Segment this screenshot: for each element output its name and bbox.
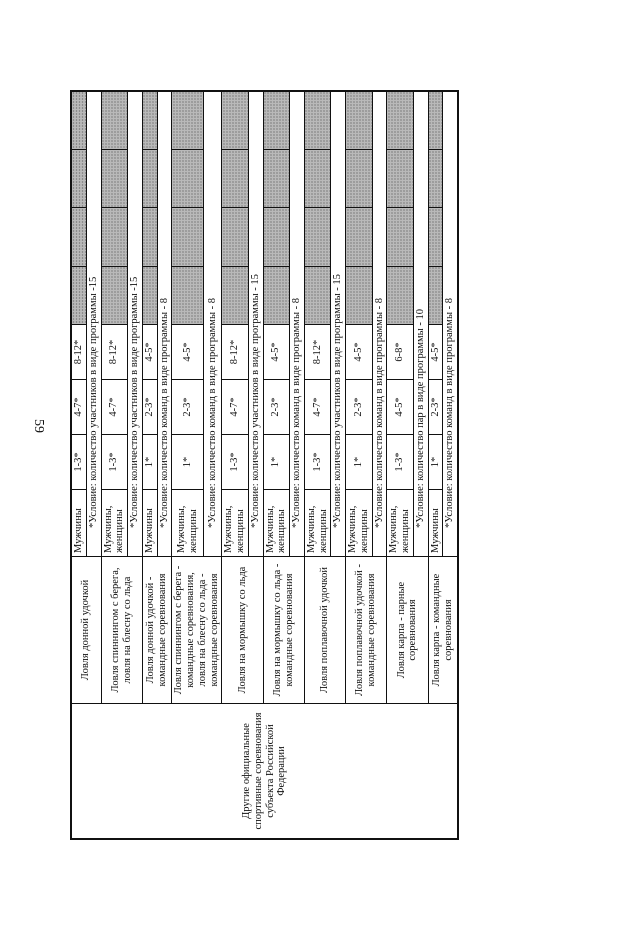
group-cell: Мужчины, женщины [222,490,249,557]
discipline-cell: Ловля поплавочной удочкой [304,557,345,704]
discipline-cell: Ловля карпа - парные соревнования [387,557,428,704]
shaded-cell [387,91,414,149]
condition-cell: *Условие: количество пар в виде программы - 10 [413,91,428,557]
age-cell: 4-7* [222,380,249,435]
group-cell: Мужчины, женщины [101,490,128,557]
shaded-cell [346,91,373,149]
shaded-cell [304,91,331,149]
ranking-table [70,90,459,840]
age-cell: 8-12* [222,325,249,380]
age-cell: 4-5* [142,325,157,380]
discipline-cell: Ловля донной удочкой - командные соревнования [142,557,172,704]
age-cell: 8-12* [101,325,128,380]
condition-cell: *Условие: количество команд в виде программы - 8 [372,91,387,557]
condition-cell: *Условие: количество команд в виде программы - 8 [443,91,458,557]
group-cell: Мужчины, женщины [263,490,290,557]
shaded-cell [304,149,331,207]
age-cell: 8-12* [304,325,331,380]
shaded-cell [263,91,290,149]
shaded-cell [172,149,204,207]
age-cell: 4-5* [387,380,414,435]
age-cell: 4-5* [428,325,443,380]
age-cell: 4-7* [304,380,331,435]
age-cell: 4-5* [263,325,290,380]
discipline-cell: Ловля на мормышку со льда [222,557,263,704]
group-cell: Мужчины, женщины [172,490,204,557]
age-cell: 1-3* [222,435,249,490]
group-cell: Мужчины, женщины [304,490,331,557]
group-cell: Мужчины [142,490,157,557]
shaded-cell [387,266,414,324]
discipline-cell: Ловля спиннингом с берега, ловля на блесну со льда [101,557,142,704]
table-row [71,91,86,839]
condition-cell: *Условие: количество участников в виде программы - 15 [248,91,263,557]
age-cell: 2-3* [428,380,443,435]
age-cell: 1-3* [101,435,128,490]
discipline-cell: Ловля поплавочной удочкой - командные соревнования [346,557,387,704]
shaded-cell [304,208,331,266]
rotated-table-container [70,90,540,840]
shaded-cell [222,149,249,207]
shaded-cell [101,208,128,266]
shaded-cell [263,208,290,266]
shaded-cell [263,149,290,207]
shaded-cell [428,208,443,266]
shaded-cell [172,91,204,149]
age-cell: 2-3* [142,380,157,435]
shaded-cell [428,266,443,324]
group-cell: Мужчины, женщины [387,490,414,557]
shaded-cell [71,208,86,266]
shaded-cell [172,208,204,266]
age-cell: 1-3* [304,435,331,490]
shaded-cell [101,149,128,207]
discipline-cell: Ловля спиннингом с берега - командные соревнования, ловля на блесну со льда - командные соревнования [172,557,222,704]
shaded-cell [222,208,249,266]
age-cell: 4-5* [172,325,204,380]
shaded-cell [222,91,249,149]
shaded-cell [71,91,86,149]
condition-cell: *Условие: количество участников в виде программы -15 [128,91,143,557]
group-cell: Мужчины [428,490,443,557]
category-cell: Другие официальные спортивные соревнования субъекта Российской Федерации [71,704,458,840]
shaded-cell [428,91,443,149]
shaded-cell [428,149,443,207]
shaded-cell [142,149,157,207]
age-cell: 1* [428,435,443,490]
discipline-cell: Ловля донной удочкой [71,557,101,704]
shaded-cell [346,266,373,324]
shaded-cell [142,91,157,149]
age-cell: 8-12* [71,325,86,380]
discipline-cell: Ловля на мормышку со льда - командные соревнования [263,557,304,704]
age-cell: 1* [263,435,290,490]
age-cell: 6-8* [387,325,414,380]
age-cell: 1* [142,435,157,490]
shaded-cell [71,266,86,324]
age-cell: 2-3* [263,380,290,435]
age-cell: 1-3* [387,435,414,490]
condition-cell: *Условие: количество участников в виде программы - 15 [331,91,346,557]
page-number: 59 [31,419,46,433]
shaded-cell [101,266,128,324]
age-cell: 1* [172,435,204,490]
shaded-cell [346,149,373,207]
age-cell: 4-7* [101,380,128,435]
shaded-cell [304,266,331,324]
age-cell: 4-7* [71,380,86,435]
shaded-cell [142,266,157,324]
condition-cell: *Условие: количество команд в виде программы - 8 [290,91,305,557]
age-cell: 2-3* [172,380,204,435]
shaded-cell [387,149,414,207]
shaded-cell [142,208,157,266]
discipline-cell: Ловля карпа - командные соревнования [428,557,458,704]
condition-cell: *Условие: количество команд в виде программы - 8 [204,91,222,557]
age-cell: 4-5* [346,325,373,380]
shaded-cell [172,266,204,324]
shaded-cell [346,208,373,266]
group-cell: Мужчины, женщины [346,490,373,557]
age-cell: 1* [346,435,373,490]
shaded-cell [71,149,86,207]
condition-cell: *Условие: количество участников в виде программы -15 [86,91,101,557]
shaded-cell [387,208,414,266]
shaded-cell [222,266,249,324]
condition-cell: *Условие: количество команд в виде программы - 8 [157,91,172,557]
group-cell: Мужчины [71,490,86,557]
shaded-cell [263,266,290,324]
shaded-cell [101,91,128,149]
age-cell: 1-3* [71,435,86,490]
age-cell: 2-3* [346,380,373,435]
